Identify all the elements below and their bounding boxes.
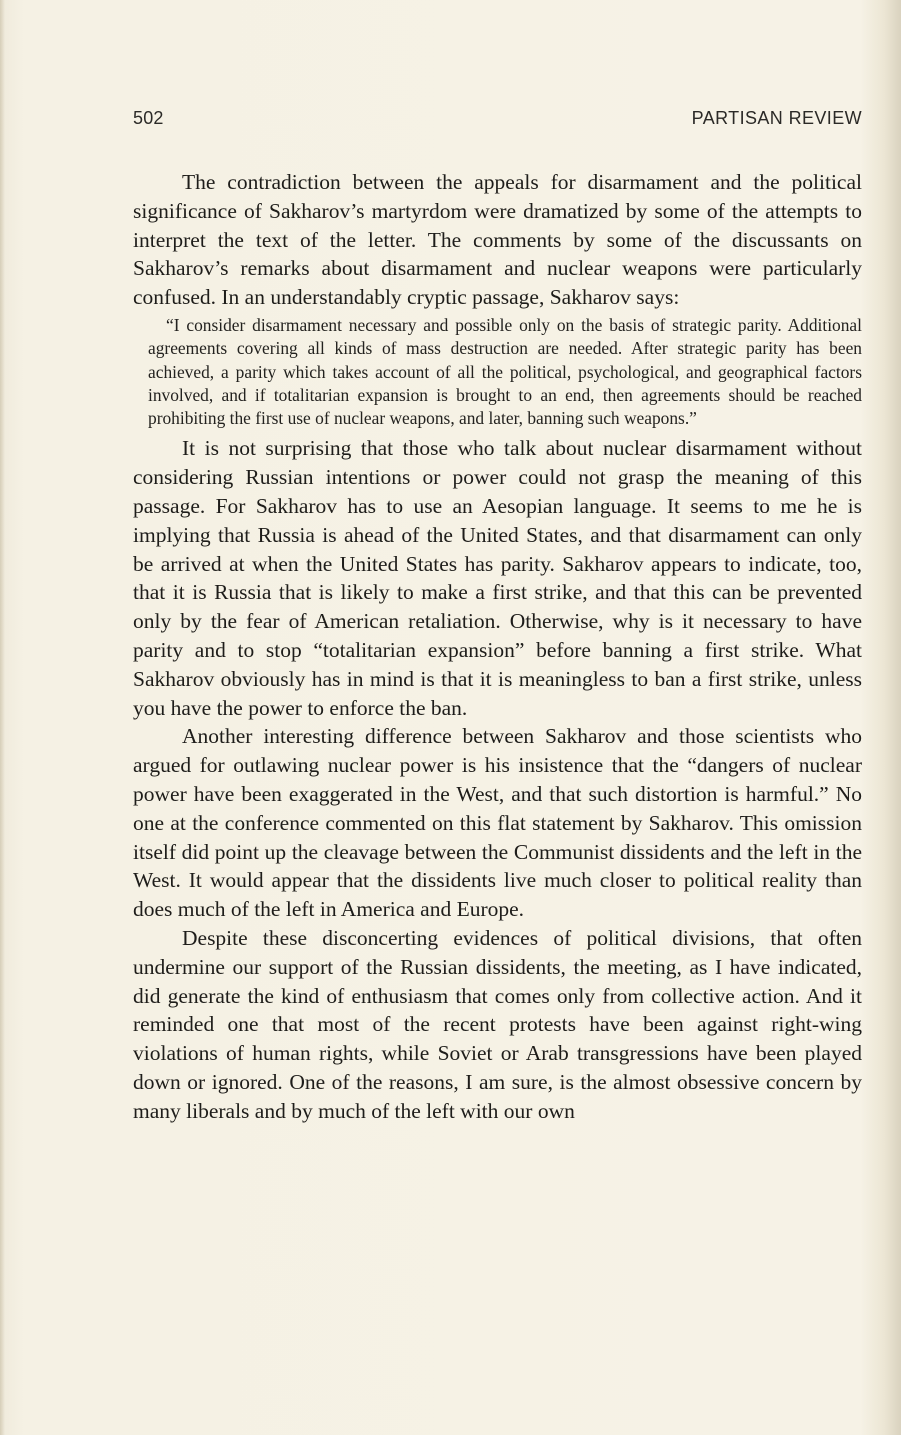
- paragraph-2: It is not surprising that those who talk about nuclear disarmament without considering Russian intentions or power could not grasp the meaning of this passage. For Sakharov has to use an Aesopian language. It seems to me he is implying that Russia is ahead of the United States, and that disarmament can only be arrived at when the United States has parity. Sakharov appears to indicate, too, that it is Russia that is likely to make a first strike, and that this can be prevented only by the fear of American retaliation. Otherwise, why is it necessary to have parity and to stop “totalitarian expansion” before banning a first strike. What Sakharov obviously has in mind is that it is meaningless to ban a first strike, unless you have the power to enforce the ban.: [133, 436, 862, 720]
- sakharov-quotation: “I consider disarmament necessary and possible only on the basis of strategic parity. Additional agreements covering all kinds of mass destruction are needed. After strategic parity has been achieved, a parity which takes account of all the political, psychological, and geographical factors involved, and if totalitarian expansion is brought to an end, then agreements should be reached prohibiting the first use of nuclear weapons, and later, banning such weapons.”: [148, 314, 862, 429]
- journal-title: PARTISAN REVIEW: [691, 108, 862, 128]
- running-head: [133, 108, 862, 134]
- paragraph-4: Despite these disconcerting evidences of political divisions, that often undermine our support of the Russian dissidents, the meeting, as I have indicated, did generate the kind of enthusiasm that comes only from collective action. And it reminded one that most of the recent protests have been against right-wing violations of human rights, while Soviet or Arab transgressions have been played down or ignored. One of the reasons, I am sure, is the almost obsessive concern by many liberals and by much of the left with our own: [133, 926, 862, 1123]
- paragraph-1: The contradiction between the appeals for disarmament and the political significance of Sakharov’s martyrdom were dramatized by some of the attempts to interpret the text of the letter. The comments by some of the discussants on Sakharov’s remarks about disarmament and nuclear weapons were particularly confused. In an understandably cryptic passage, Sakharov says:: [133, 170, 862, 310]
- paragraph-3: Another interesting difference between Sakharov and those scientists who argued for outlawing nuclear power is his insistence that the “dangers of nuclear power have been exaggerated in the West, and that such distortion is harmful.” No one at the conference commented on this flat statement by Sakharov. This omission itself did point up the cleavage between the Communist dissidents and the left in the West. It would appear that the dissidents live much closer to political reality than does much of the left in America and Europe.: [133, 724, 862, 922]
- article-body: [133, 168, 862, 1126]
- page-number: 502: [133, 108, 164, 128]
- page-gutter-shadow: [0, 0, 5, 1435]
